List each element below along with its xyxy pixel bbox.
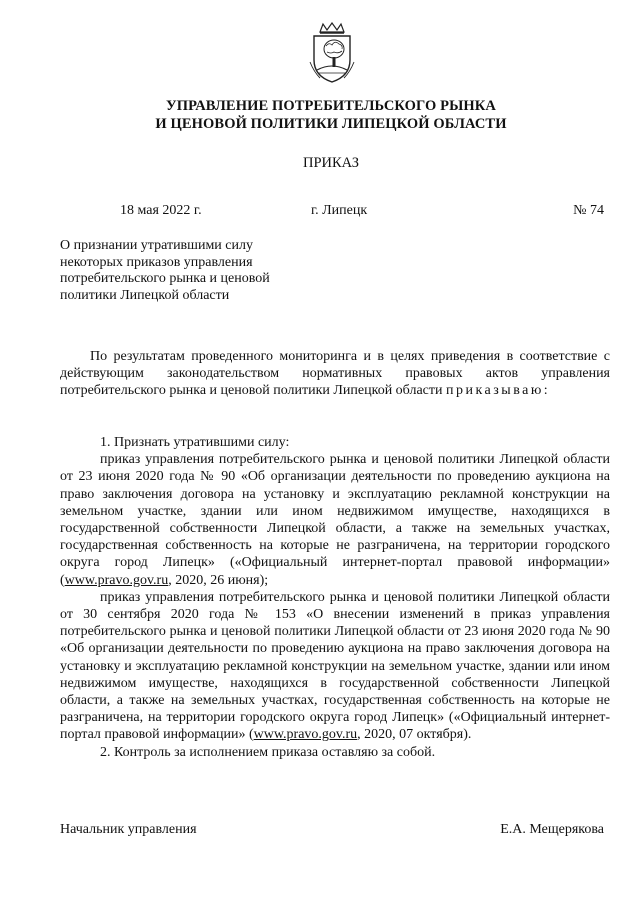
item1a-paragraph [60,451,610,589]
org-name-line2: И ЦЕНОВОЙ ПОЛИТИКИ ЛИПЕЦКОЙ ОБЛАСТИ [155,116,507,132]
intro-text: По результатам проведенного мониторинга и в целях приведения в соответствие с действующим законодательством нормативных правовых актов управления потребительского рынка и ценовой политики Липецкой области [60,349,610,399]
order-items [60,434,610,761]
subject-line: потребительского рынка и ценовой [60,271,270,286]
pravo-link[interactable]: www.pravo.gov.ru [64,572,169,588]
signatory-name: Е.А. Мещерякова [500,822,604,837]
item1b-tail: , 2020, 07 октября). [357,727,472,743]
item1a-text: приказ управления потребительского рынка и ценовой политики Липецкой области от 23 июня 2020 года № 90 «Об организации деятельности по проведению аукциона на право заключения договора на установку и эксплуатацию рекламной конструкции на земельном участке, здании или ином недвижимом имуществе, находящихся в государственной собственности Липецкой области, а также на земельных участках, государственная собственность на которые не разграничена, на территории городского округа город Липецк» («Официальный интернет-портал правовой информации» ( [60,452,610,588]
pravo-link[interactable]: www.pravo.gov.ru [253,727,358,743]
item1-heading: 1. Признать утратившими силу: [100,435,290,450]
item1b-paragraph [60,589,610,744]
lipetsk-coat-of-arms-icon [306,22,358,84]
document-date: 18 мая 2022 г. [120,203,202,218]
document-type: ПРИКАЗ [302,155,360,171]
subject-line: политики Липецкой области [60,287,230,303]
signatory-position: Начальник управления [60,822,197,837]
document-subject [60,238,300,304]
intro-paragraph [60,348,610,400]
item2-paragraph: 2. Контроль за исполнением приказа оставляю за собой. [100,744,436,760]
order-word: приказываю: [445,383,551,399]
document-city: г. Липецк [311,203,368,218]
document-number: № 74 [573,203,604,218]
item1b-text: приказ управления потребительского рынка и ценовой политики Липецкой области от 30 сентября 2020 года № 153 «О внесении изменений в приказ управления потребительского рынка и ценовой политики Липецкой области от 23 июня 2020 года № 90 «Об организации деятельности по проведению аукциона на право заключения договора на установку и эксплуатацию рекламной конструкции на земельном участке, здании или ином недвижимом имуществе, находящихся в государственной собственности Липецкой области, а также на земельных участках, государственная собственность на которые не разграничена, на территории городского округа город Липецк» («Официальный интернет-портал правовой информации» ( [60,589,610,743]
item1a-tail: , 2020, 26 июня); [168,572,269,588]
org-name-line1: УПРАВЛЕНИЕ ПОТРЕБИТЕЛЬСКОГО РЫНКА [166,98,496,114]
subject-line: О признании утратившими силу [60,238,253,253]
subject-line: некоторых приказов управления [60,254,253,270]
